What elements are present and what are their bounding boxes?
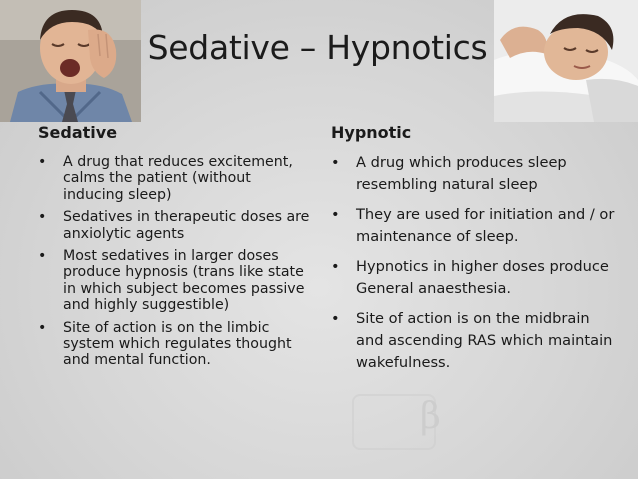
background-watermark-glyph: β [420, 396, 441, 437]
hypnotic-bullet [331, 256, 621, 300]
yawning-man-photo [0, 0, 141, 122]
sedative-bullet-list [38, 154, 313, 369]
hypnotic-bullet-text: A drug which produces sleep resembling natural sleep [356, 154, 567, 193]
bullet-marker: • [331, 258, 340, 275]
hypnotic-bullet-text: Hypnotics in higher doses produce General anaesthesia. [356, 258, 609, 297]
bullet-marker: • [331, 206, 340, 223]
bullet-marker: • [331, 310, 340, 327]
sleeping-man-photo [494, 0, 638, 122]
hypnotic-heading: Hypnotic [331, 123, 412, 142]
bullet-marker: • [38, 319, 47, 336]
hypnotic-bullet [331, 204, 621, 248]
sedative-bullet [38, 154, 313, 203]
sedative-bullet-text: Sedatives in therapeutic doses are anxiolytic agents [63, 209, 310, 242]
sedative-bullet [38, 320, 313, 369]
sedative-bullet [38, 248, 313, 314]
bullet-marker: • [331, 154, 340, 171]
hypnotic-bullet [331, 152, 621, 196]
sedative-bullet-text: Most sedatives in larger doses produce hypnosis (trans like state in which subject becomes passive and highly suggestible) [63, 248, 305, 314]
hypnotic-bullet-text: Site of action is on the midbrain and ascending RAS which maintain wakefulness. [356, 310, 613, 371]
bullet-marker: • [38, 248, 47, 265]
slide-title: Sedative – Hypnotics [147, 28, 488, 67]
sedative-heading: Sedative [38, 123, 118, 142]
sedative-bullet [38, 209, 313, 242]
bullet-marker: • [38, 209, 47, 226]
hypnotic-bullet-text: They are used for initiation and / or maintenance of sleep. [356, 206, 615, 245]
hypnotic-bullet-list [331, 152, 621, 374]
bullet-marker: • [38, 154, 47, 170]
sedative-bullet-text: Site of action is on the limbic system which regulates thought and mental function. [63, 319, 292, 369]
hypnotic-column [331, 123, 621, 382]
hypnotic-bullet [331, 308, 621, 374]
sedative-bullet-text: A drug that reduces excitement, calms the patient (without inducing sleep) [63, 154, 293, 203]
sleeping-man-illustration [494, 0, 638, 122]
sedative-column [38, 123, 313, 375]
yawning-man-illustration [0, 0, 141, 122]
